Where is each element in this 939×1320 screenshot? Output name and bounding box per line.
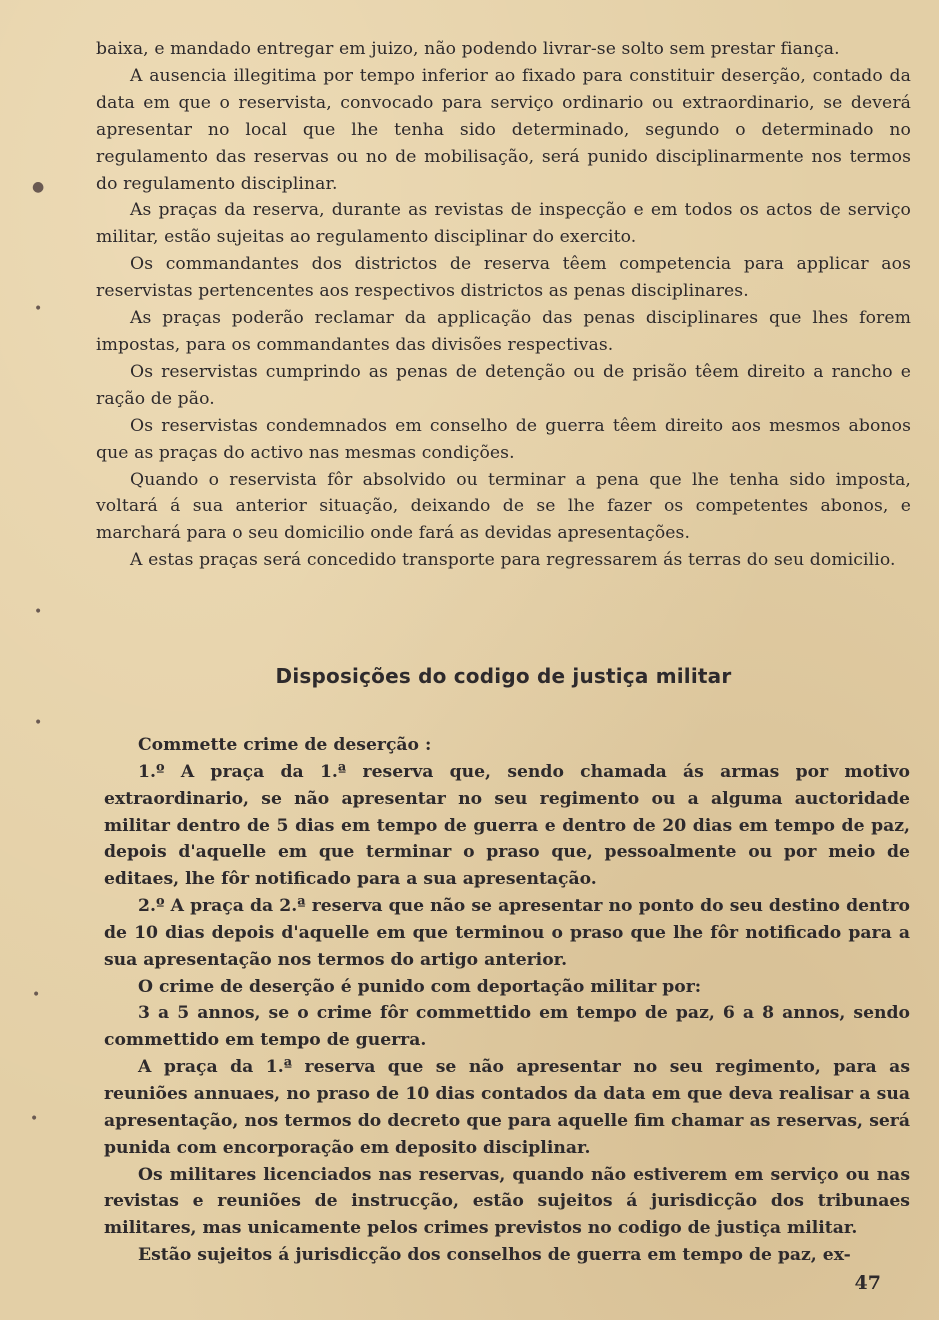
paragraph: As praças poderão reclamar da applicação das penas disciplinares que lhes forem impostas, para os commandantes das divisões respectivas. (96, 308, 911, 355)
paragraph: baixa, e mandado entregar em juizo, não podendo livrar-se solto sem prestar fiança. (96, 39, 840, 59)
page-number: 47 (854, 1272, 881, 1294)
paragraph: 2.º A praça da 2.ª reserva que não se apresentar no ponto do seu destino dentro de 10 dias depois d'aquelle em que terminou o praso que lhe fôr notificado para a sua apresentação nos termos do artigo anterior. (104, 896, 910, 970)
margin-speck-icon: • (34, 715, 43, 731)
margin-speck-icon: • (32, 987, 41, 1003)
paragraph: Os reservistas condemnados em conselho de guerra têem direito aos mesmos abonos que as praças do activo nas mesmas condições. (96, 415, 911, 463)
paragraph: Quando o reservista fôr absolvido ou terminar a pena que lhe tenha sido imposta, voltará á sua anterior situação, deixando de se lhe fazer os competentes abonos, e marchará para o seu domicilio onde fará as devidas apresentações. (96, 469, 911, 544)
margin-speck-icon: • (34, 301, 43, 317)
paragraph: 3 a 5 annos, se o crime fôr commettido em tempo de paz, 6 a 8 annos, sendo commettido em tempo de guerra. (104, 1003, 910, 1051)
paragraph: Os commandantes dos districtos de reserva têem competencia para applicar aos reservistas pertencentes aos respectivos districtos as penas disciplinares. (96, 254, 911, 302)
section-heading: Disposições do codigo de justiça militar (275, 664, 732, 688)
paragraph: Commette crime de deserção : (138, 735, 432, 755)
paragraph: O crime de deserção é punido com deportação militar por: (138, 976, 702, 997)
paragraph: 1.º A praça da 1.ª reserva que, sendo chamada ás armas por motivo extraordinario, se não apresentar no seu regimento ou a alguma auctoridade militar dentro de 5 dias em tempo de guerra e dentro de 20 dias em tempo de paz, depois d'aquelle em que terminar o praso que, pessoalmente ou por meio de editaes, lhe fôr notificado para a sua apresentação. (104, 761, 910, 890)
paragraph: As praças da reserva, durante as revistas de inspecção e em todos os actos de serviço militar, estão sujeitas ao regulamento disciplinar do exercito. (96, 200, 911, 248)
paragraph: A praça da 1.ª reserva que se não apresentar no seu regimento, para as reuniões annuaes, no praso de 10 dias contados da data em que deva realisar a sua apresentação, nos termos do decreto que para aquelle fim chamar as reservas, será punida com encorporação em deposito disciplinar. (104, 1057, 910, 1158)
section-military-justice-code (104, 732, 910, 1269)
paragraph: Os reservistas cumprindo as penas de detenção ou de prisão têem direito a rancho e ração de pão. (96, 361, 911, 409)
section-reserve-discipline (96, 36, 911, 574)
margin-speck-icon: ● (32, 179, 45, 195)
margin-speck-icon: • (34, 604, 43, 620)
paragraph: A estas praças será concedido transporte para regressarem ás terras do seu domicilio. (130, 550, 896, 571)
paragraph: A ausencia illegitima por tempo inferior ao fixado para constituir deserção, contado da data em que o reservista, convocado para serviço ordinario ou extraordinario, se deverá apresentar no local que lhe tenha sido determinado, segundo o determinado no regulamento das reservas ou no de mobilisação, será punido disciplinarmente nos termos do regulamento disciplinar. (96, 65, 911, 194)
paragraph: Os militares licenciados nas reservas, quando não estiverem em serviço ou nas revistas e reuniões de instrucção, estão sujeitos á jurisdicção dos tribunaes militares, mas unicamente pelos crimes previstos no codigo de justiça militar. (104, 1164, 910, 1239)
margin-speck-icon: • (30, 1111, 39, 1127)
paragraph: Estão sujeitos á jurisdicção dos conselhos de guerra em tempo de paz, ex- (138, 1245, 851, 1266)
document-page (96, 36, 911, 1306)
